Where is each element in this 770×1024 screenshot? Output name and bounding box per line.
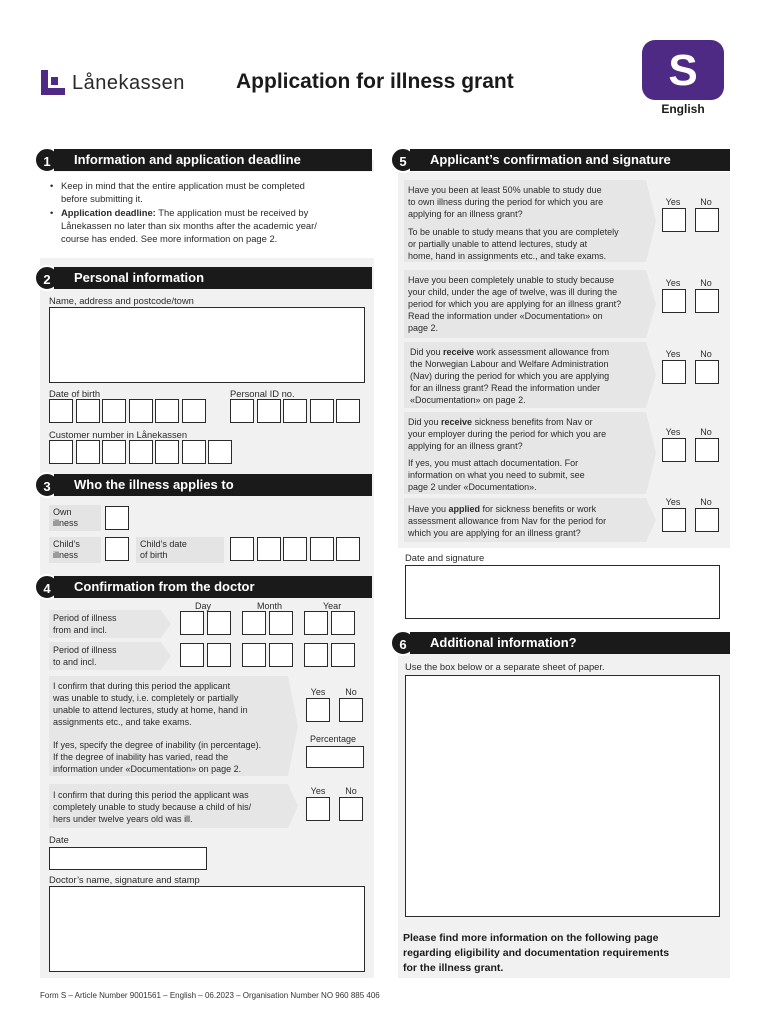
pid-digit-box[interactable] <box>283 399 307 423</box>
q4-yes-label: Yes <box>665 427 681 437</box>
period-to-digit-box[interactable] <box>207 643 231 667</box>
s1-b1-line2: before submitting it. <box>61 193 143 204</box>
section-4-number: 4 <box>34 574 60 600</box>
customer-number-digit-box[interactable] <box>155 440 179 464</box>
section-5-number: 5 <box>390 147 416 173</box>
child-illness-checkbox[interactable] <box>105 537 129 561</box>
q3-yes-label: Yes <box>665 349 681 359</box>
confirm1-line2: was unable to study, i.e. completely or partially <box>53 693 239 703</box>
pid-digit-box[interactable] <box>257 399 281 423</box>
confirm2-line1: If yes, specify the degree of inability (in percentage). <box>53 740 262 750</box>
child-illness-line2: illness <box>53 550 79 560</box>
dob-digit-box[interactable] <box>182 399 206 423</box>
period-to-digit-box[interactable] <box>331 643 355 667</box>
q2-line3: period for which you are applying for an illness grant? <box>408 299 622 309</box>
dob-digit-box[interactable] <box>155 399 179 423</box>
q3-line2: the Norwegian Labour and Welfare Administration <box>410 359 609 369</box>
customer-number-digit-box[interactable] <box>76 440 100 464</box>
confirm1-line3: unable to attend lectures, study at home, hand in <box>53 705 248 715</box>
q3-bold: receive <box>443 347 475 357</box>
period-to-digit-box[interactable] <box>242 643 266 667</box>
bullet-1: • <box>50 180 54 191</box>
child-dob-digit-box[interactable] <box>310 537 334 561</box>
q3-line4: for an illness grant? Read the information under <box>410 383 601 393</box>
page-title: Application for illness grant <box>236 70 514 93</box>
confirm3-line3: hers under twelve years old was ill. <box>53 814 193 824</box>
section-2-title: Personal information <box>54 267 372 289</box>
child-dob-digit-box[interactable] <box>230 537 254 561</box>
q1-yes-checkbox[interactable] <box>662 208 686 232</box>
q5-line1 <box>408 504 596 516</box>
period-to-digit-box[interactable] <box>180 643 204 667</box>
doctor-signature-field[interactable] <box>49 886 365 972</box>
logo-text: Lånekassen <box>72 72 185 94</box>
section-2-number: 2 <box>34 265 60 291</box>
dob-label: Date of birth <box>49 388 101 399</box>
q1-line2: to own illness during the period for which you are <box>408 197 604 207</box>
additional-info-field[interactable] <box>405 675 720 917</box>
q1-yes-label: Yes <box>665 197 681 207</box>
percentage-field[interactable] <box>306 746 364 768</box>
confirm1-line4: assignments etc., and take exams. <box>53 717 192 727</box>
logo <box>40 68 200 98</box>
dob-digit-box[interactable] <box>129 399 153 423</box>
child-dob-digit-box[interactable] <box>336 537 360 561</box>
customer-number-digit-box[interactable] <box>182 440 206 464</box>
child-dob-line1: Child’s date <box>140 539 187 549</box>
date-signature-label: Date and signature <box>405 552 485 563</box>
confirm1-yes-checkbox[interactable] <box>306 698 330 722</box>
q5-line2: assessment allowance from Nav for the period for <box>408 516 607 526</box>
q4-pre: Did you <box>408 417 442 427</box>
footer-text: Form S – Article Number 9001561 – English – 06.2023 – Organisation Number NO 960 885 406 <box>40 991 380 1000</box>
q1-note-line3: home, hand in assignments etc., and take exams. <box>408 251 607 261</box>
q4-line3: applying for an illness grant? <box>408 441 523 451</box>
child-dob-digit-box[interactable] <box>257 537 281 561</box>
confirm1-no-label: No <box>345 687 357 697</box>
customer-number-digit-box[interactable] <box>49 440 73 464</box>
child-dob-digit-box[interactable] <box>283 537 307 561</box>
s1-b2-line2: Lånekassen no later than six months after the academic year/ <box>61 220 317 231</box>
child-dob-line2: of birth <box>140 550 168 560</box>
q1-no-label: No <box>700 197 712 207</box>
q4-yes-checkbox[interactable] <box>662 438 686 462</box>
q5-no-checkbox[interactable] <box>695 508 719 532</box>
q2-line4: Read the information under «Documentation» on <box>408 311 603 321</box>
q4-note-line3: page 2 under «Documentation». <box>408 482 537 492</box>
period-to-digit-box[interactable] <box>269 643 293 667</box>
s1-b2-line3: course has ended. See more information on page 2. <box>61 233 278 244</box>
doctor-date-label: Date <box>49 834 69 845</box>
q4-line1 <box>408 417 593 429</box>
q5-bold: applied <box>448 504 481 514</box>
q1-line1: Have you been at least 50% unable to study due <box>408 185 602 195</box>
section-6-title: Additional information? <box>410 632 730 654</box>
q4-line2: your employer during the period for which you are <box>408 429 607 439</box>
customer-number-digit-box[interactable] <box>129 440 153 464</box>
more-info-line3: for the illness grant. <box>403 962 504 974</box>
period-to-line2: to and incl. <box>53 657 97 667</box>
period-from-digit-box[interactable] <box>331 611 355 635</box>
s1-b2-line1 <box>61 207 308 219</box>
q3-no-checkbox[interactable] <box>695 360 719 384</box>
q4-note-line1: If yes, you must attach documentation. For <box>408 458 579 468</box>
q2-line2: your child, under the age of twelve, was ill during the <box>408 287 618 297</box>
dob-digit-box[interactable] <box>102 399 126 423</box>
section-4-title: Confirmation from the doctor <box>54 576 372 598</box>
q5-yes-checkbox[interactable] <box>662 508 686 532</box>
q3-rest: work assessment allowance from <box>474 347 610 357</box>
period-from-line2: from and incl. <box>53 625 108 635</box>
form-letter-badge <box>642 40 724 100</box>
q5-no-label: No <box>700 497 712 507</box>
section-6-number: 6 <box>390 630 416 656</box>
child-illness-line1: Child’s <box>53 539 80 549</box>
dob-digit-box[interactable] <box>49 399 73 423</box>
q1-no-checkbox[interactable] <box>695 208 719 232</box>
dob-digit-box[interactable] <box>76 399 100 423</box>
confirm3-no-checkbox[interactable] <box>339 797 363 821</box>
q5-yes-label: Yes <box>665 497 681 507</box>
period-to-digit-box[interactable] <box>304 643 328 667</box>
confirm3-line2: completely unable to study because a child of his/ <box>53 802 252 812</box>
form-letter: S <box>668 46 698 95</box>
q5-rest: for sickness benefits or work <box>480 504 597 514</box>
name-address-label: Name, address and postcode/town <box>49 295 194 306</box>
q2-no-checkbox[interactable] <box>695 289 719 313</box>
period-from-digit-box[interactable] <box>304 611 328 635</box>
q4-rest: sickness benefits from Nav or <box>472 417 593 427</box>
pid-label: Personal ID no. <box>230 388 295 399</box>
bullet-2: • <box>50 207 54 218</box>
q5-pre: Have you <box>408 504 449 514</box>
month-label: Month <box>257 601 283 611</box>
more-info-line2: regarding eligibility and documentation requirements <box>403 947 670 959</box>
confirm3-no-label: No <box>345 786 357 796</box>
s1-b1-line1: Keep in mind that the entire application must be completed <box>61 180 305 191</box>
q1-line3: applying for an illness grant? <box>408 209 523 219</box>
period-from-digit-box[interactable] <box>242 611 266 635</box>
q3-line1 <box>410 347 609 359</box>
doctor-signature-label: Doctor’s name, signature and stamp <box>49 874 200 885</box>
section-5-title: Applicant’s confirmation and signature <box>410 149 730 171</box>
pid-digit-box[interactable] <box>230 399 254 423</box>
confirm2-line2: If the degree of inability has varied, read the <box>53 752 229 762</box>
q2-yes-checkbox[interactable] <box>662 289 686 313</box>
q2-line1: Have you been completely unable to study because <box>408 275 615 285</box>
confirm1-yes-label: Yes <box>310 687 326 697</box>
q2-no-label: No <box>700 278 712 288</box>
language-label: English <box>661 102 705 116</box>
lanekassen-logo-icon <box>40 68 66 98</box>
q4-no-checkbox[interactable] <box>695 438 719 462</box>
confirm3-line1: I confirm that during this period the applicant was <box>53 790 249 800</box>
own-illness-checkbox[interactable] <box>105 506 129 530</box>
q2-yes-label: Yes <box>665 278 681 288</box>
own-illness-line2: illness <box>53 518 79 528</box>
year-label: Year <box>323 601 342 611</box>
period-from-line1: Period of illness <box>53 613 117 623</box>
customer-number-digit-box[interactable] <box>102 440 126 464</box>
section-1-title: Information and application deadline <box>54 149 372 171</box>
q2-line5: page 2. <box>408 323 439 333</box>
q5-line3: which you are applying for an illness grant? <box>408 528 581 538</box>
period-from-digit-box[interactable] <box>207 611 231 635</box>
more-info-line1: Please find more information on the following page <box>403 932 659 944</box>
section-1-number: 1 <box>34 147 60 173</box>
additional-info-hint: Use the box below or a separate sheet of paper. <box>405 661 605 672</box>
q4-bold: receive <box>441 417 473 427</box>
period-from-digit-box[interactable] <box>180 611 204 635</box>
period-to-line1: Period of illness <box>53 645 117 655</box>
confirm1-no-checkbox[interactable] <box>339 698 363 722</box>
percentage-label: Percentage <box>310 734 357 744</box>
confirm3-yes-label: Yes <box>310 786 326 796</box>
pid-digit-box[interactable] <box>310 399 334 423</box>
q1-note-line2: or partially unable to attend lectures, study at <box>408 239 588 249</box>
section-3-title: Who the illness applies to <box>54 474 372 496</box>
period-from-digit-box[interactable] <box>269 611 293 635</box>
q1-note-line1: To be unable to study means that you are completely <box>408 227 619 237</box>
own-illness-line1: Own <box>53 507 72 517</box>
q3-pre: Did you <box>410 347 444 357</box>
day-label: Day <box>195 601 212 611</box>
customer-number-digit-box[interactable] <box>208 440 232 464</box>
customer-number-label: Customer number in Lånekassen <box>49 429 188 440</box>
q3-no-label: No <box>700 349 712 359</box>
confirm3-yes-checkbox[interactable] <box>306 797 330 821</box>
name-address-field[interactable] <box>49 307 365 383</box>
pid-digit-box[interactable] <box>336 399 360 423</box>
q4-no-label: No <box>700 427 712 437</box>
deadline-text: The application must be received by <box>155 207 309 218</box>
confirm1-line1: I confirm that during this period the applicant <box>53 681 231 691</box>
section-3-number: 3 <box>34 472 60 498</box>
q3-line5: «Documentation» on page 2. <box>410 395 526 405</box>
date-signature-field[interactable] <box>405 565 720 619</box>
doctor-date-field[interactable] <box>49 847 207 870</box>
deadline-label: Application deadline: <box>61 207 156 218</box>
confirm2-line3: information under «Documentation» on page 2. <box>53 764 242 774</box>
q4-note-line2: information on what you need to submit, see <box>408 470 585 480</box>
q3-yes-checkbox[interactable] <box>662 360 686 384</box>
q3-line3: (Nav) during the period for which you are applying <box>410 371 610 381</box>
